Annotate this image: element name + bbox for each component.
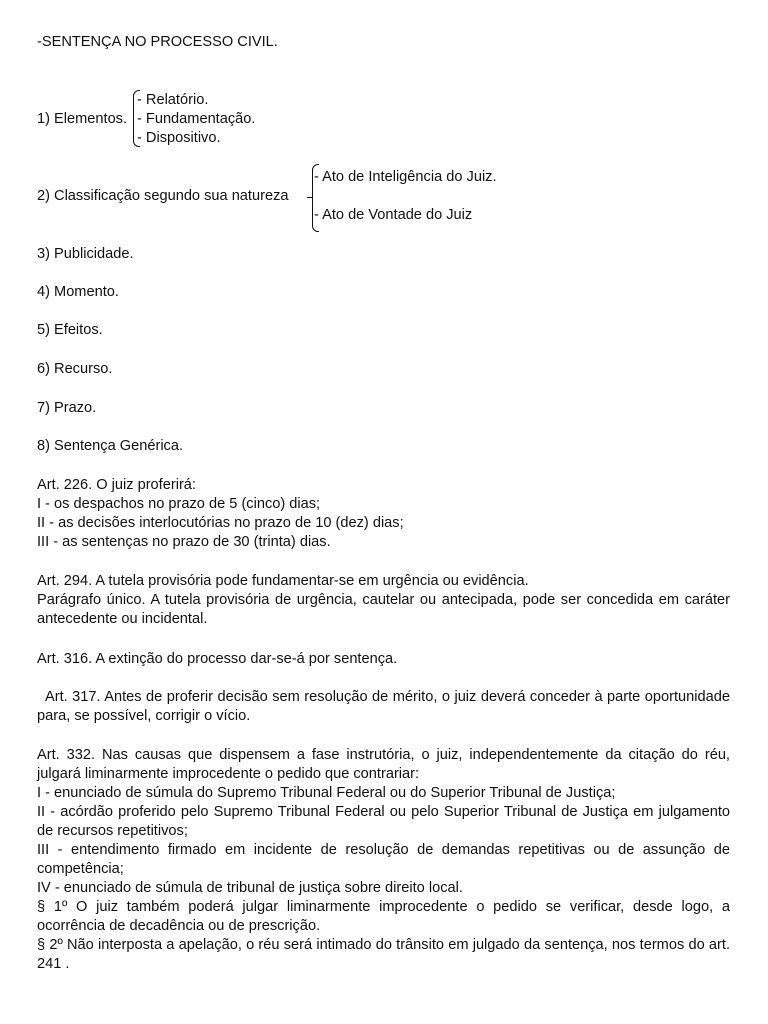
article-332-caput: Art. 332. Nas causas que dispensem a fase instrutória, o juiz, independentemente da citação do réu, julgará liminarmente improcedente o pedido que contrariar: bbox=[37, 747, 730, 782]
article-316-caput: Art. 316. A extinção do processo dar-se-á por sentença. bbox=[37, 651, 398, 667]
list-item-momento: 4) Momento. bbox=[37, 284, 119, 300]
article-332-inciso-2: II - acórdão proferido pelo Supremo Tribunal Federal ou pelo Superior Tribunal de Justiça em julgamento de recursos repetitivos; bbox=[37, 804, 730, 839]
item-classificacao-sub-inteligencia: - Ato de Inteligência do Juiz. bbox=[314, 169, 497, 185]
item-elementos-sub-fundamentacao: - Fundamentação. bbox=[137, 111, 256, 127]
article-317-caput: Art. 317. Antes de proferir decisão sem resolução de mérito, o juiz deverá conceder à parte oportunidade para, se possível, corrigir o vício. bbox=[37, 689, 730, 724]
article-294-paragrafo-unico: Parágrafo único. A tutela provisória de urgência, cautelar ou antecipada, pode ser concedida em caráter antecedente ou incidental. bbox=[37, 592, 730, 627]
list-item-sentenca-generica: 8) Sentença Genérica. bbox=[37, 438, 184, 454]
article-316 bbox=[37, 650, 730, 669]
article-332-inciso-1: I - enunciado de súmula do Supremo Tribunal Federal ou do Superior Tribunal de Justiça; bbox=[37, 785, 616, 801]
list-item-prazo: 7) Prazo. bbox=[37, 400, 97, 416]
article-294 bbox=[37, 572, 730, 629]
article-317 bbox=[37, 688, 730, 726]
item-elementos-sub-relatorio: - Relatório. bbox=[137, 92, 209, 108]
article-226-inciso-1: I - os despachos no prazo de 5 (cinco) dias; bbox=[37, 496, 321, 512]
article-332-paragrafo-2: § 2º Não interposta a apelação, o réu será intimado do trânsito em julgado da sentença, nos termos do art. 241 . bbox=[37, 937, 730, 972]
item-elementos-sub-dispositivo: - Dispositivo. bbox=[137, 130, 221, 146]
article-332-inciso-3: III - entendimento firmado em incidente de resolução de demandas repetitivas ou de assunção de competência; bbox=[37, 842, 730, 877]
page-title: -SENTENÇA NO PROCESSO CIVIL. bbox=[37, 34, 278, 50]
article-226-caput: Art. 226. O juiz proferirá: bbox=[37, 477, 196, 493]
article-226 bbox=[37, 476, 730, 552]
item-classificacao-label: 2) Classificação segundo sua natureza bbox=[37, 188, 289, 204]
list-item-publicidade: 3) Publicidade. bbox=[37, 246, 134, 262]
article-226-inciso-2: II - as decisões interlocutórias no prazo de 10 (dez) dias; bbox=[37, 515, 404, 531]
article-332 bbox=[37, 746, 730, 974]
article-332-inciso-4: IV - enunciado de súmula de tribunal de justiça sobre direito local. bbox=[37, 880, 463, 896]
article-294-caput: Art. 294. A tutela provisória pode fundamentar-se em urgência ou evidência. bbox=[37, 573, 529, 589]
item-elementos-label: 1) Elementos. bbox=[37, 111, 128, 127]
article-226-inciso-3: III - as sentenças no prazo de 30 (trinta) dias. bbox=[37, 534, 331, 550]
brace-classificacao-point bbox=[307, 197, 312, 198]
article-332-paragrafo-1: § 1º O juiz também poderá julgar liminarmente improcedente o pedido se verificar, desde logo, a ocorrência de decadência ou de prescrição. bbox=[37, 899, 730, 934]
list-item-efeitos: 5) Efeitos. bbox=[37, 322, 103, 338]
item-classificacao-sub-vontade: - Ato de Vontade do Juiz bbox=[314, 207, 473, 223]
list-item-recurso: 6) Recurso. bbox=[37, 361, 113, 377]
